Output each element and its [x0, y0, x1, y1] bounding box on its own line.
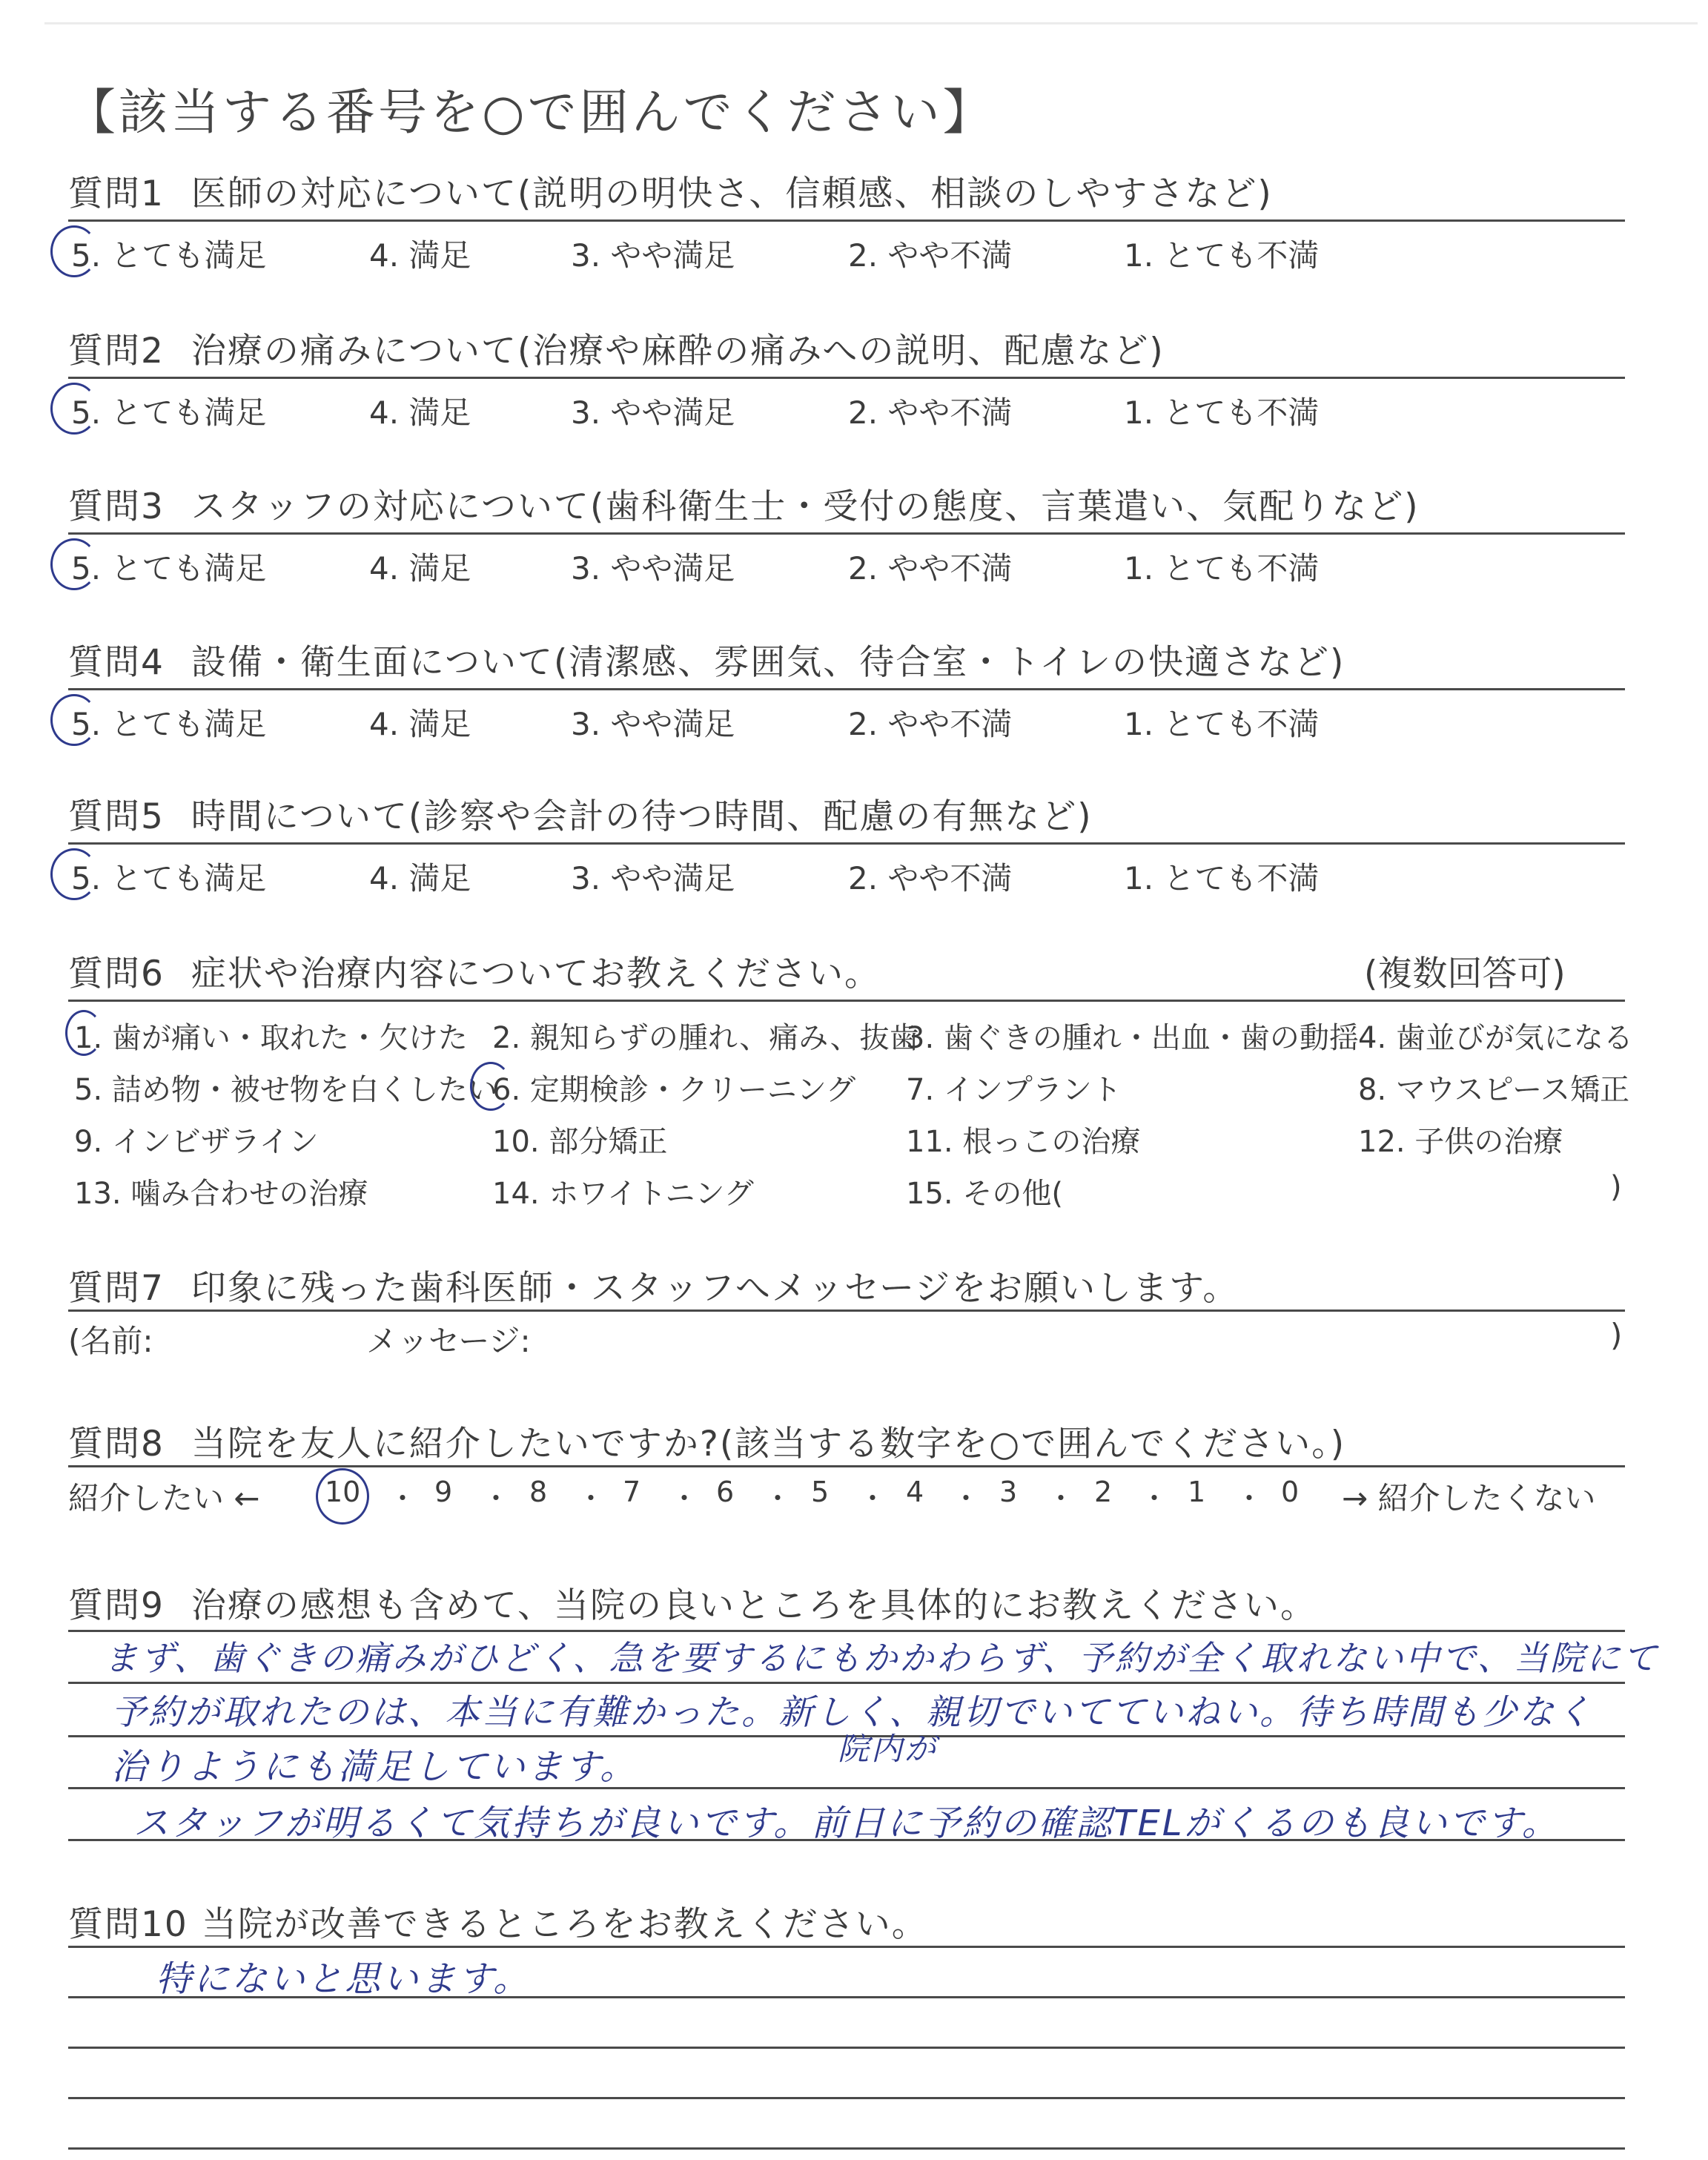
question-number: 質問3: [68, 486, 165, 527]
rule: [68, 377, 1625, 379]
q1-option-5[interactable]: 5. とても満足: [71, 237, 267, 274]
name-field-label: (名前:: [68, 1323, 153, 1359]
rule: [68, 1000, 1625, 1002]
q6-option-13[interactable]: 13. 噛み合わせの治療: [74, 1177, 368, 1211]
question-text: 当院が改善できるところをお教えください。: [201, 1904, 928, 1945]
page-heading: 【該当する番号を○で囲んでください】: [67, 84, 995, 141]
q3-option-3[interactable]: 3. やや満足: [571, 550, 735, 587]
q9-answer-insert: 院内が: [838, 1731, 939, 1767]
q6-option-12[interactable]: 12. 子供の治療: [1358, 1125, 1563, 1159]
q5-option-3[interactable]: 3. やや満足: [571, 860, 735, 896]
question-text: 当院を友人に紹介したいですか?(該当する数字を○で囲んでください。): [191, 1424, 1346, 1464]
scale-separator: ・: [670, 1482, 699, 1515]
q6-option-11[interactable]: 11. 根っこの治療: [906, 1125, 1141, 1159]
q6-option-6[interactable]: 6. 定期検診・クリーニング: [492, 1073, 856, 1107]
question-text: スタッフの対応について(歯科衛生士・受付の態度、言葉遣い、気配りなど): [191, 486, 1420, 527]
scale-9[interactable]: 9: [434, 1476, 453, 1508]
rule: [68, 2147, 1625, 2150]
recommend-label: 紹介したい ←: [68, 1480, 260, 1516]
question-4-title: [68, 635, 1345, 684]
q5-option-4[interactable]: 4. 満足: [369, 860, 471, 896]
q3-answer-circle: [50, 538, 98, 590]
q2-option-3[interactable]: 3. やや満足: [571, 394, 735, 431]
rule: [68, 688, 1625, 690]
q9-answer-line-3: 治りようにも満足しています。: [111, 1746, 638, 1788]
scale-separator: ・: [482, 1482, 511, 1515]
not-recommend-label: → 紹介したくない: [1342, 1480, 1596, 1516]
question-text: 医師の対応について(説明の明快さ、信頼感、相談のしやすさなど): [191, 174, 1273, 214]
question-6-title: [68, 946, 881, 996]
scale-10[interactable]: 10: [325, 1476, 361, 1508]
rule: [68, 1946, 1625, 1948]
q3-option-5[interactable]: 5. とても満足: [71, 550, 267, 587]
q5-option-2[interactable]: 2. やや不満: [848, 860, 1013, 896]
q3-option-4[interactable]: 4. 満足: [369, 550, 471, 587]
q6-option-15[interactable]: 15. その他(: [906, 1177, 1063, 1211]
question-number: 質問6: [68, 954, 165, 994]
scale-separator: ・: [952, 1482, 981, 1515]
question-number: 質問2: [68, 331, 165, 371]
scale-separator: ・: [1047, 1482, 1076, 1515]
q9-answer-line-2: 予約が取れたのは、本当に有難かった。新しく、親切でいてていねい。待ち時間も少なく: [111, 1692, 1594, 1733]
scale-8[interactable]: 8: [529, 1476, 548, 1508]
q6-answer-circle-6: [470, 1062, 512, 1111]
question-number: 質問1: [68, 174, 165, 214]
question-1-title: [68, 166, 1273, 216]
q6-option-7[interactable]: 7. インプラント: [906, 1073, 1122, 1107]
question-number: 質問10: [68, 1904, 188, 1945]
rule: [68, 842, 1625, 845]
rule: [68, 2097, 1625, 2099]
scale-4[interactable]: 4: [906, 1476, 924, 1508]
message-field-close: ): [1610, 1317, 1623, 1353]
q1-option-3[interactable]: 3. やや満足: [571, 237, 735, 274]
q10-answer: 特にないと思います。: [156, 1958, 532, 2000]
rule: [68, 1682, 1625, 1684]
q2-option-5[interactable]: 5. とても満足: [71, 394, 267, 431]
question-number: 質問8: [68, 1424, 165, 1464]
q6-option-5[interactable]: 5. 詰め物・被せ物を白くしたい: [74, 1073, 497, 1107]
q6-option-9[interactable]: 9. インビザライン: [74, 1125, 319, 1159]
q9-answer-line-4: スタッフが明るくて気持ちが良いです。前日に予約の確認TELがくるのも良いです。: [133, 1803, 1560, 1844]
q1-answer-circle: [50, 225, 98, 277]
question-5-title: [68, 789, 1093, 839]
q2-answer-circle: [50, 383, 98, 435]
question-10-title: [68, 1897, 928, 1946]
scale-7[interactable]: 7: [623, 1476, 641, 1508]
scale-0[interactable]: 0: [1281, 1476, 1300, 1508]
q6-option-1[interactable]: 1. 歯が痛い・取れた・欠けた: [74, 1021, 468, 1055]
scale-separator: ・: [1235, 1482, 1264, 1515]
q5-option-5[interactable]: 5. とても満足: [71, 860, 267, 896]
q6-option-10[interactable]: 10. 部分矯正: [492, 1125, 668, 1159]
q4-option-5[interactable]: 5. とても満足: [71, 706, 267, 742]
rule: [68, 1309, 1625, 1312]
q3-option-2[interactable]: 2. やや不満: [848, 550, 1013, 587]
q5-option-1[interactable]: 1. とても不満: [1124, 860, 1320, 896]
question-text: 治療の痛みについて(治療や麻酔の痛みへの説明、配慮など): [191, 331, 1165, 371]
question-7-title: [68, 1261, 1239, 1310]
q6-answer-circle-1: [65, 1010, 102, 1056]
q4-answer-circle: [50, 694, 98, 746]
scale-separator: ・: [858, 1482, 887, 1515]
question-number: 質問9: [68, 1585, 165, 1626]
message-field-label: メッセージ:: [366, 1323, 531, 1359]
question-text: 設備・衛生面について(清潔感、雰囲気、待合室・トイレの快適さなど): [191, 642, 1345, 683]
scale-1[interactable]: 1: [1188, 1476, 1206, 1508]
question-9-title: [68, 1578, 1317, 1628]
q4-option-4[interactable]: 4. 満足: [369, 706, 471, 742]
question-text: 症状や治療内容についてお教えください。: [191, 954, 881, 994]
top-border: [44, 22, 1698, 24]
q6-option-8[interactable]: 8. マウスピース矯正: [1358, 1073, 1630, 1107]
q6-option-15-close: ): [1610, 1170, 1622, 1204]
q2-option-2[interactable]: 2. やや不満: [848, 394, 1013, 431]
q1-option-4[interactable]: 4. 満足: [369, 237, 471, 274]
scale-6[interactable]: 6: [716, 1476, 735, 1508]
scale-3[interactable]: 3: [999, 1476, 1018, 1508]
question-text: 印象に残った歯科医師・スタッフへメッセージをお願いします。: [191, 1268, 1239, 1309]
q5-answer-circle: [50, 848, 98, 900]
rule: [68, 532, 1625, 535]
q1-option-2[interactable]: 2. やや不満: [848, 237, 1013, 274]
q3-option-1[interactable]: 1. とても不満: [1124, 550, 1320, 587]
scale-5[interactable]: 5: [811, 1476, 830, 1508]
q4-option-1[interactable]: 1. とても不満: [1124, 706, 1320, 742]
question-text: 時間について(診察や会計の待つ時間、配慮の有無など): [191, 796, 1093, 837]
question-text: 治療の感想も含めて、当院の良いところを具体的にお教えください。: [191, 1585, 1317, 1626]
rule: [68, 2047, 1625, 2049]
scale-separator: ・: [388, 1482, 417, 1515]
q2-option-1[interactable]: 1. とても不満: [1124, 394, 1320, 431]
rule: [68, 219, 1625, 222]
scale-separator: ・: [577, 1482, 606, 1515]
question-3-title: [68, 479, 1420, 529]
scale-separator: ・: [764, 1482, 792, 1515]
q4-option-2[interactable]: 2. やや不満: [848, 706, 1013, 742]
question-8-title: [68, 1416, 1345, 1466]
question-number: 質問4: [68, 642, 165, 683]
q4-option-3[interactable]: 3. やや満足: [571, 706, 735, 742]
question-number: 質問5: [68, 796, 165, 837]
q9-answer-line-1: まず、歯ぐきの痛みがひどく、急を要するにもかかわらず、予約が全く取れない中で、当院にて: [104, 1638, 1659, 1678]
multiple-answer-note: (複数回答可): [1364, 954, 1566, 994]
q6-option-3[interactable]: 3. 歯ぐきの腫れ・出血・歯の動揺: [906, 1021, 1359, 1055]
q6-option-14[interactable]: 14. ホワイトニング: [492, 1177, 754, 1211]
q2-option-4[interactable]: 4. 満足: [369, 394, 471, 431]
question-2-title: [68, 323, 1165, 373]
rule: [68, 1465, 1625, 1467]
scale-2[interactable]: 2: [1094, 1476, 1113, 1508]
q1-option-1[interactable]: 1. とても不満: [1124, 237, 1320, 274]
question-number: 質問7: [68, 1268, 165, 1309]
scale-separator: ・: [1140, 1482, 1169, 1515]
q6-option-4[interactable]: 4. 歯並びが気になる: [1358, 1021, 1633, 1055]
q6-option-2[interactable]: 2. 親知らずの腫れ、痛み、抜歯: [492, 1021, 919, 1055]
q8-answer-circle: [316, 1468, 369, 1525]
